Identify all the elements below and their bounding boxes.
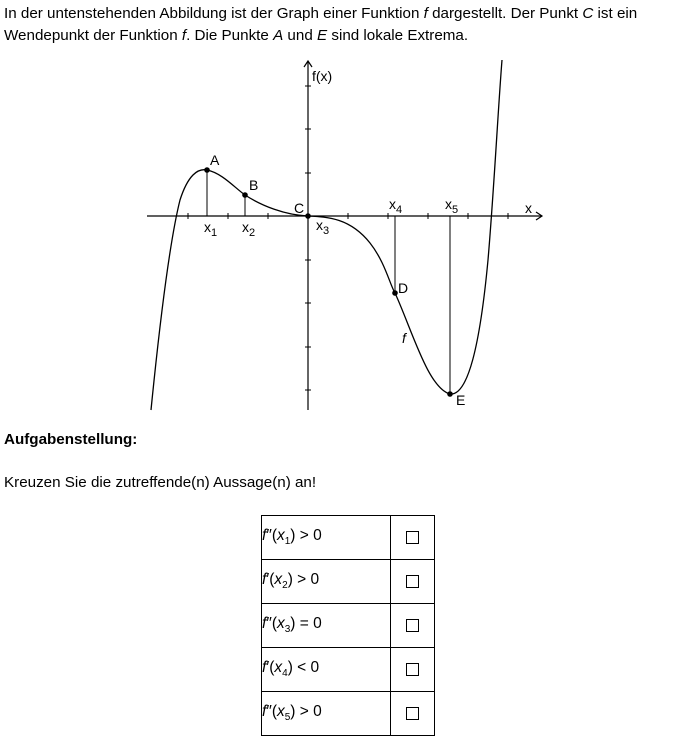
point-c-label: C xyxy=(294,200,305,216)
point-e xyxy=(447,391,453,397)
table-row xyxy=(262,648,435,692)
table-row xyxy=(262,604,435,648)
checkbox-5[interactable] xyxy=(406,707,419,720)
table-row xyxy=(262,560,435,604)
function-graph xyxy=(0,55,686,415)
point-d xyxy=(392,290,398,296)
checkbox-cell xyxy=(391,648,435,692)
statement-cell: $f'(x_4) < 0$ xyxy=(262,648,391,692)
checkbox-cell xyxy=(391,516,435,560)
task-instruction: Kreuzen Sie die zutreffende(n) Aussage(n) an! xyxy=(4,474,317,491)
point-b-label: B xyxy=(249,177,259,193)
table-row xyxy=(262,516,435,560)
checkbox-4[interactable] xyxy=(406,663,419,676)
statement-cell: $f''(x_1) > 0$ xyxy=(262,516,391,560)
point-d-label: D xyxy=(398,280,409,296)
point-a xyxy=(204,167,210,173)
checkbox-2[interactable] xyxy=(406,575,419,588)
checkbox-cell xyxy=(391,604,435,648)
x4-mark-label: $x_4$ xyxy=(389,196,403,216)
point-a-label: A xyxy=(210,152,220,168)
point-c xyxy=(305,213,311,219)
x-axis-label: x xyxy=(525,200,532,216)
statement-table xyxy=(261,515,435,736)
checkbox-3[interactable] xyxy=(406,619,419,632)
statement-cell: $f''(x_3) = 0$ xyxy=(262,604,391,648)
y-axis-label: f(x) xyxy=(312,68,333,84)
point-b xyxy=(242,192,248,198)
point-e-label: E xyxy=(456,392,466,408)
x1-mark-label: $x_1$ xyxy=(204,219,218,239)
curve-label: f xyxy=(402,330,406,346)
x2-mark-label: $x_2$ xyxy=(242,219,256,239)
intro-text: In der untenstehenden Abbildung ist der Graph einer Funktion f dargestellt. Der Punkt C ist ein Wendepunkt der Funktion f. Die Punkte A und E sind lokale Extrema. xyxy=(4,5,638,44)
checkbox-1[interactable] xyxy=(406,531,419,544)
table-row xyxy=(262,692,435,736)
x5-mark-label: $x_5$ xyxy=(445,196,459,216)
task-heading: Aufgabenstellung: xyxy=(4,431,138,448)
checkbox-cell xyxy=(391,692,435,736)
statement-cell: $f'(x_2) > 0$ xyxy=(262,560,391,604)
x3-mark-label: $x_3$ xyxy=(316,217,330,237)
checkbox-cell xyxy=(391,560,435,604)
statement-cell: $f''(x_5) > 0$ xyxy=(262,692,391,736)
